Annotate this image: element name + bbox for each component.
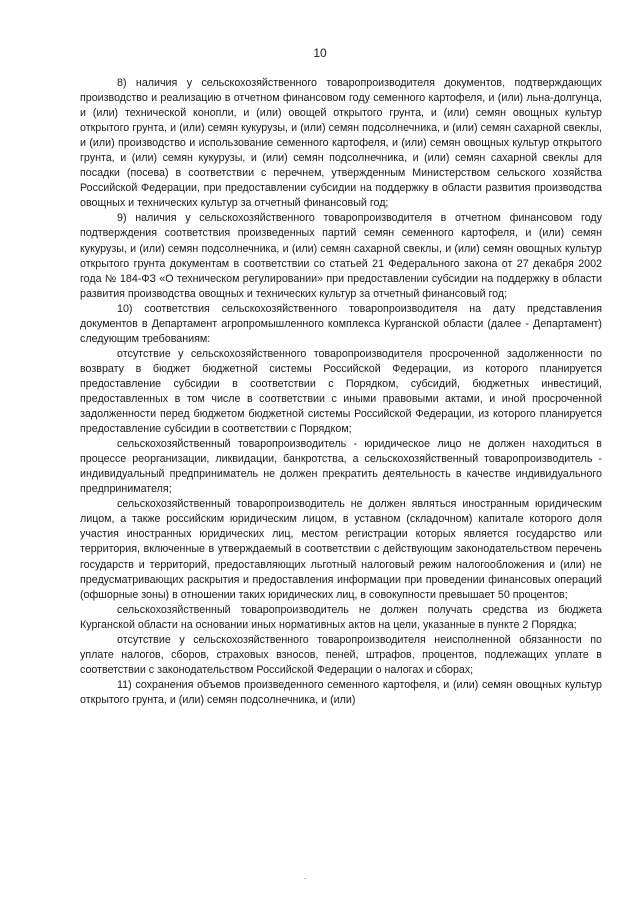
paragraph-item-9: 9) наличия у сельскохозяйственного товаропроизводителя в отчетном финансовом году подтверждения соответствия произведенных партий семян семенного картофеля, и (или) семян кукурузы, и (или) семян подсолнечника, и (или) семян сахарной свеклы, и (или) семян овощных культур открытого грунта документам в соответствии со статьей 21 Федерального закона от 27 декабря 2002 года № 184-ФЗ «О техническом регулировании» при предоставлении субсидии на поддержку в области развития производства овощных и технических культур за отчетный финансовый год; xyxy=(80,212,602,300)
paragraph-requirement-not-foreign-entity: сельскохозяйственный товаропроизводитель не должен являться иностранным юридическим лицом, а также российским юридическим лицом, в уставном (складочном) капитале которого доля участия иностранных юридических лиц, местом регистрации которых является государство или территория, включенные в утверждаемый в соответствии с действующим законодательством перечень государств и территорий, предоставляющих льготный налоговый режим налогообложения и (или) не предусматривающих раскрытия и предоставления информации при проведении финансовых операций (офшорные зоны) в отношении таких юридических лиц, в совокупности превышает 50 процентов; xyxy=(80,498,602,601)
paragraph-item-10: 10) соответствия сельскохозяйственного товаропроизводителя на дату представления документов в Департамент агропромышленного комплекса Курганской области (далее - Департамент) следующим требованиям: xyxy=(80,302,602,345)
paragraph-requirement-no-reorganization: сельскохозяйственный товаропроизводитель - юридическое лицо не должен находиться в процессе реорганизации, ликвидации, банкротства, а сельскохозяйственный товаропроизводитель - индивидуальный предприниматель не должен прекратить деятельность в качестве индивидуального предпринимателя; xyxy=(80,438,602,496)
page-number: 10 xyxy=(313,46,327,60)
paragraph-requirement-no-tax-debt: отсутствие у сельскохозяйственного товаропроизводителя неисполненной обязанности по уплате налогов, сборов, страховых взносов, пеней, штрафов, процентов, подлежащих уплате в соответствии с законодательством Российской Федерации о налогах и сборах; xyxy=(80,633,602,676)
paragraph-requirement-no-overdue-debt: отсутствие у сельскохозяйственного товаропроизводителя просроченной задолженности по возврату в бюджет бюджетной системы Российской Федерации, из которого планируется предоставление субсидии в соответствии с Порядком, субсидий, бюджетных инвестиций, предоставленных в том числе в соответствии с иными правовыми актами, и иной просроченной задолженности перед бюджетом бюджетной системы Российской Федерации, из которого планируется предоставление субсидии в соответствии с Порядком; xyxy=(80,347,602,436)
scan-speck xyxy=(304,878,306,879)
document-body xyxy=(80,76,602,708)
paragraph-requirement-no-other-funds: сельскохозяйственный товаропроизводитель не должен получать средства из бюджета Курганской области на основании иных нормативных актов на цели, указанные в пункте 2 Порядка; xyxy=(80,603,602,631)
paragraph-item-8: 8) наличия у сельскохозяйственного товаропроизводителя документов, подтверждающих производство и реализацию в отчетном финансовом году семенного картофеля, и (или) льна-долгунца, и (или) технической конопли, и (или) овощей открытого грунта, и (или) семян овощных культур открытого грунта, и (или) семян кукурузы, и (или) семян подсолнечника, и (или) семян сахарной свеклы, и (или) производство и использование семенного картофеля, и (или) семян овощных культур открытого грунта, и (или) семян кукурузы, и (или) семян подсолнечника, и (или) семян сахарной свеклы для посадки (посева) в соответствии с перечнем, утвержденным Министерством сельского хозяйства Российской Федерации, при предоставлении субсидии на поддержку в области развития производства овощных и технических культур за отчетный финансовый год; xyxy=(80,77,602,210)
paragraph-item-11: 11) сохранения объемов произведенного семенного картофеля, и (или) семян овощных культур открытого грунта, и (или) семян подсолнечника, и (или) xyxy=(80,678,602,706)
